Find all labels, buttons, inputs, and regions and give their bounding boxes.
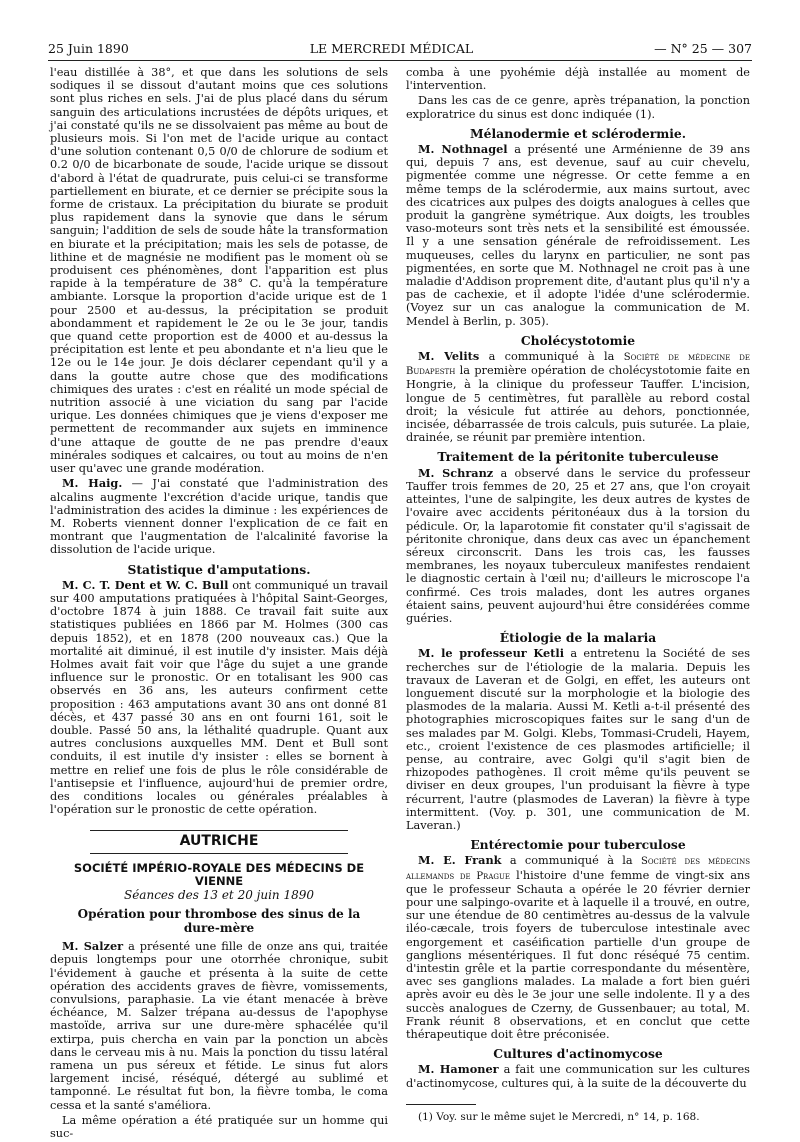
author-frank: M. E. Frank — [418, 853, 502, 868]
paragraph-schranz — [406, 467, 750, 625]
salzer-text: a présenté une fille de onze ans qui, traitée depuis longtemps pour une otorrhée chronique, subit l'évidement à gauche et présenta à la suite de cette opération des accidents graves de fièvre, vomissements, convulsions, paraphasie. La vie étant menacée à brève échéance, M. Salzer trépana au-dessus de l'apophyse mastoïde, arriva sur une dure-mère sphacélée qu'il extirpa, puis chercha en vain par la ponction un abcès dans le cerveau mis à nu. Mais la ponction du tissu latéral ramena un pus séreux et fétide. Le sinus fut alors largement incisé, réséqué, détergé au sublimé et tamponné. Le résultat fut bon, la fièvre tomba, le coma cessa et la santé s'améliora. — [50, 940, 388, 1112]
society-title: SOCIÉTÉ IMPÉRIO-ROYALE DES MÉDECINS DE VIENNE — [73, 860, 365, 888]
haig-text: — J'ai constaté que l'administration des alcalins augmente l'excrétion d'acide urique, tandis que l'administration des acides la diminue : les expériences de M. Roberts viennent donner l'explication de ce fait en montrant que l'augmentation de l'alcalinité favorise la dissolution de l'acide urique. — [50, 477, 388, 557]
ketli-text: a entretenu la Société de ses recherches sur de l'étiologie de la malaria. Depuis les travaux de Laveran et de Golgi, en effet, les auteurs ont longuement discuté sur la morphologie et la biologie des plasmodes de la malaria. Aussi M. Ketli a-t-il présenté des photographies microscopiques faites sur le sang d'un de ses malades par M. Golgi. Klebs, Tommasi-Crudeli, Hayem, etc., croient l'existence de ces plasmodes artificielle; il pense, au contraire, avec Golgi qu'il s'agit bien de rhizopodes pathogènes. Il croit même qu'ils peuvent se diviser en deux groupes, l'un produisant la fièvre à type récurrent, l'autre (plasmodes de Laveran) la fièvre à type intermittent. (Voy. p. 301, une communication de M. Laveran.) — [406, 647, 750, 832]
dent-text: ont communiqué un travail sur 400 amputations pratiquées à l'hôpital Saint-Georges, d'octobre 1874 à juin 1888. Ce travail fait suite aux statistiques publiées en 1866 par M. Holmes (300 cas depuis 1852), et en 1878 (200 nouveaux cas.) Que la mortalité ait diminué, il est inutile d'y insister. Mais déjà Holmes avait fait voir que l'âge du sujet a une grande influence sur le pronostic. Or en totalisant les 900 cas observés en 36 ans, les auteurs confirment cette proposition : 463 amputations avant 30 ans ont donné 81 décès, et 437 passé 30 ans en ont fourni 161, soit le double. Passé 50 ans, la léthalité quadruple. Quant aux autres conclusions auxquelles MM. Dent et Bull sont conduits, il est inutile d'y insister : elles se bornent à mettre en relief une fois de plus le rôle considérable de l'antisepsie et l'influence, aujourd'hui de premier ordre, des conditions locales ou générales préalables à l'opération sur le pronostic de cette opération. — [50, 578, 388, 817]
frank-pre: a communiqué à la — [501, 854, 641, 868]
author-salzer: M. Salzer — [62, 939, 124, 954]
author-hamoner: M. Hamoner — [418, 1062, 499, 1077]
paragraph-last-line: La même opération a été pratiquée sur un homme qui suc- — [50, 1113, 388, 1141]
sessions-date: Séances des 13 et 20 juin 1890 — [123, 887, 315, 902]
heading-melanodermie: Mélanodermie et sclérodermie. — [470, 125, 686, 141]
velits-pre: a communiqué à la — [479, 350, 624, 364]
author-schranz: M. Schranz — [418, 465, 494, 480]
footnote-rule — [406, 1104, 476, 1105]
heading-malaria: Étiologie de la malaria — [499, 630, 657, 646]
author-dent-bull: M. C. T. Dent et W. C. Bull — [62, 577, 229, 592]
paragraph-velits — [406, 350, 750, 444]
paragraph-frank — [406, 854, 750, 1041]
author-ketli: M. le professeur Ketli — [418, 646, 564, 661]
schranz-text: a observé dans le service du professeur Tauffer trois femmes de 20, 25 et 27 ans, que l'on croyait atteintes, l'une de salpingite, les deux autres de kystes de l'ovaire avec accidents péritonéaux dus à la torsion du pédicule. Or, la laparotomie fit constater qu'il s'agissait de péritonite chronique, dans deux cas avec un épanchement séreux circonscrit. Dans les trois cas, les fausses membranes, les noyaux tuberculeux manifestes rendaient le diagnostic certain à l'œil nu; d'ailleurs le microscope l'a confirmé. Ces trois malades, dont les autres organes étaient sains, peuvent aujourd'hui être considérées comme guéries. — [406, 466, 750, 625]
author-nothnagel: M. Nothnagel — [418, 142, 508, 157]
header-journal-title: LE MERCREDI MÉDICAL — [309, 41, 474, 56]
header-rule — [48, 60, 752, 61]
footnote: (1) Voy. sur le même sujet le Mercredi, n° 14, p. 168. — [418, 1110, 700, 1123]
paragraph-ketli — [406, 647, 750, 832]
heading-amputations: Statistique d'amputations. — [127, 561, 311, 577]
paragraph-hamoner — [406, 1063, 750, 1089]
heading-cholecystotomie: Cholécystotomie — [520, 332, 636, 348]
running-header — [48, 34, 752, 56]
society-budapest: Société de médecine de Budapesth — [406, 352, 750, 378]
paragraph-intro: comba à une pyohémie déjà installée au moment de l'intervention. — [406, 66, 750, 93]
hamoner-text: a fait une communication sur les cultures d'actinomycose, cultures qui, à la suite de la découverte du — [406, 1063, 750, 1090]
section-autriche: AUTRICHE — [90, 830, 348, 853]
paragraph-salzer — [50, 940, 388, 1112]
heading-peritonite: Traitement de la péritonite tuberculeuse — [437, 449, 719, 465]
paragraph-dent-bull — [50, 579, 388, 817]
heading-thrombose: Opération pour thrombose des sinus de la dure-mère — [77, 907, 361, 936]
frank-text: l'histoire d'une femme de vingt-six ans que le professeur Schauta a opérée le 20 février dernier pour une salpingo-ovarite et à laquelle il a trouvé, en outre, sur une étendue de 80 centimètres au-dessus de la valvule iléo-cæcale, trois foyers de tuberculose intestinale avec engorgement et caséification partielle d'un groupe de ganglions mésentériques. Il fut donc réséqué 75 centim. d'intestin grêle et la partie correspondante du mésentère, avec ses ganglions malades. La malade a fort bien guéri après avoir eu dès le 3e jour une selle indolente. Il y a des succès analogues de Czerny, de Gussenbauer; au total, M. Frank réunit 8 observations, et en conclut que cette thérapeutique doit être préconisée. — [406, 868, 751, 1042]
author-haig: M. Haig. — [62, 476, 123, 491]
paragraph-haig — [50, 477, 388, 556]
author-velits: M. Velits — [418, 349, 480, 364]
heading-enterectomie: Entérectomie pour tuberculose — [470, 837, 686, 853]
left-column — [50, 66, 388, 1142]
nothnagel-text: a présenté une Arménienne de 39 ans qui, depuis 7 ans, est devenue, sauf au cuir chevelu, pigmentée comme une négresse. Or cette femme a en même temps de la sclérodermie, aux mains surtout, avec des cicatrices aux pulpes des doigts analogues à celles que produit la gangrène symétrique. Aux doigts, les troubles vaso-moteurs sont très nets et la sensibilité est émoussée. Il y a une sensation générale de refroidissement. Les muqueuses, celles du larynx en particulier, ne sont pas pigmentées, en sorte que M. Nothnagel ne croit pas à une maladie d'Addison proprement dite, d'autant plus qu'il n'y a pas de cachexie, et il adopte l'idée d'une sclérodermie. (Voyez sur un cas analogue la communication de M. Mendel à Berlin, p. 305). — [406, 143, 750, 328]
heading-actinomycose: Cultures d'actinomycose — [493, 1046, 663, 1062]
paragraph-ponction: Dans les cas de ce genre, après trépanation, la ponction exploratrice du sinus est donc indiquée (1). — [406, 94, 750, 121]
paragraph-nothnagel — [406, 143, 750, 328]
velits-text: la première opération de cholécystotomie faite en Hongrie, à la clinique du professeur Tauffer. L'incision, longue de 5 centimètres, fut parallèle au rebord costal droit; la vésicule fut attirée au dehors, ponctionnée, incisée, débarrassée de trois calculs, puis suturée. La plaie, drainée, se réunit par première intention. — [406, 364, 750, 445]
society-prague: Société des médecins allemands de Prague — [406, 856, 750, 882]
header-date: 25 Juin 1890 — [48, 41, 129, 56]
right-column — [406, 66, 750, 1126]
header-page-number: — N° 25 — 307 — [654, 41, 752, 56]
paragraph-urate: l'eau distillée à 38°, et que dans les solutions de sels sodiques il se dissout d'autant moins que ces solutions sont plus riches en sels. J'ai de plus placé dans du sérum sanguin des articulations incrustées de dépôts uriques, et j'ai constaté qu'ils ne se dissolvaient pas même au bout de plusieurs mois. Si l'on met de l'acide urique au contact d'une solution contenant 0,5 0/0 de chlorure de sodium et 0.2 0/0 de bicarbonate de soude, l'acide urique se dissout d'abord à l'état de quadrurate, puis celui-ci se transforme partiellement en biurate, et ce dernier se précipite sous la forme de cristaux. La précipitation du biurate se produit plus rapidement dans la synovie que dans le sérum sanguin; l'addition de sels de soude hâte la transformation en biurate et la précipitation; mais les sels de potasse, de lithine et de magnésie ne modifient pas le moment où se produisent ces phénomènes, dont l'apparition est plus rapide à la température de 38° C. qu'à la température ambiante. Lorsque la proportion d'acide urique est de 1 pour 2500 et au-dessus, la précipitation se produit abondamment et rapidement le 2e ou le 3e jour, tandis que quand cette proportion est de 4000 et au-dessus la précipitation est lente et peu abondante et n'a lieu que le 12e ou le 14e jour. Je dois déclarer cependant qu'il y a dans la goutte autre chose que des modifications chimiques des urates : c'est en réalité un mode spécial de nutrition associé à une viciation du sang par l'acide urique. Les données chimiques que je viens d'exposer me permettent de recommander aux sujets en imminence d'une attaque de goutte de ne pas prendre d'eaux minérales sodiques et calcaires, ou tout au moins de n'en user qu'avec une grande modération. — [50, 66, 388, 476]
